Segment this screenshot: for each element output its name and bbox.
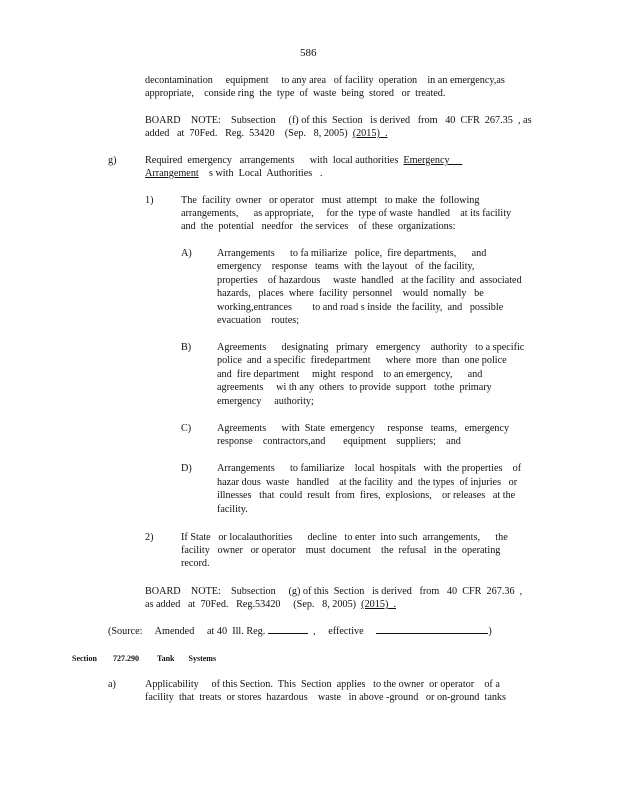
sub-b-label: B) <box>181 342 192 353</box>
sub-a-line-4: hazards, places where facility personnel would nomally be <box>217 288 484 299</box>
board-note-f-citation: added at 70Fed. Reg. 53420 (Sep. 8, 2005) <box>145 128 353 139</box>
sub-b-line-2: police and a specific firedepartment where more than one police <box>217 355 507 366</box>
sub-b-line-4: agreements wi th any others to provide support tothe primary <box>217 382 492 393</box>
sub-d-label: D) <box>181 463 192 474</box>
sub-b-line-1: Agreements designating primary emergency authority to a specific <box>217 342 525 353</box>
sub-c-label: C) <box>181 423 192 434</box>
source-effective-text: , effective <box>307 626 364 637</box>
subsection-g-added-heading: Emergency <box>403 155 463 166</box>
subsection-g-line-1 <box>145 154 462 167</box>
board-note-g-citation: as added at 70Fed. Reg.53420 (Sep. 8, 2005) <box>145 599 362 610</box>
subsection-a-label: a) <box>108 679 116 690</box>
board-note-f-amendment-year: (2015) <box>352 128 380 139</box>
subsection-g-text: Required emergency arrangements with local authorities <box>145 155 404 166</box>
source-note <box>108 624 492 638</box>
sub-a-line-1: Arrangements to fa miliarize police, fire departments, and <box>217 248 487 259</box>
board-note-g-period: . <box>388 599 396 610</box>
page-number: 586 <box>300 47 317 59</box>
subsection-g-added-heading-2: Arrangement <box>145 168 199 179</box>
subsection-g-line-2 <box>145 167 322 180</box>
register-volume-blank <box>268 624 308 634</box>
sub-d-line-4: facility. <box>217 504 248 515</box>
sub-a-line-3: properties of hazardous waste handled at the facility and associated <box>217 275 522 286</box>
sub-a-label: A) <box>181 248 192 259</box>
board-note-g-amendment-year: (2015) <box>361 599 389 610</box>
subsection-g-label: g) <box>108 155 117 166</box>
sub-d-line-1: Arrangements to familiarize local hospitals with the properties of <box>217 463 522 474</box>
sub-d-line-2: hazar dous waste handled at the facility and the types of injuries or <box>217 477 518 488</box>
item-1-line-3: and the potential needfor the services of these organizations: <box>181 221 456 232</box>
board-note-f-line-2 <box>145 127 388 140</box>
sub-b-line-3: and fire department might respond to an emergency, and <box>217 369 483 380</box>
intro-line-1: decontamination equipment to any area of facility operation in an emergency,as <box>145 75 505 86</box>
item-2-line-1: If State or localauthorities decline to enter into such arrangements, the <box>181 532 508 543</box>
sub-c-line-2: response contractors,and equipment suppliers; and <box>217 436 461 447</box>
item-1-label: 1) <box>145 195 154 206</box>
board-note-g-line-2 <box>145 598 396 611</box>
sub-b-line-5: emergency authority; <box>217 396 314 407</box>
effective-date-blank <box>376 624 488 634</box>
sub-a-line-5: working,entrances to and road s inside the facility, and possible <box>217 302 504 313</box>
intro-line-2: appropriate, conside ring the type of waste being stored or treated. <box>145 88 446 99</box>
source-close-paren: ) <box>488 626 492 637</box>
sub-a-line-6: evacuation routes; <box>217 315 300 326</box>
subsection-a-line-2: facility that treats or stores hazardous waste in above -ground or on-ground tanks <box>145 692 506 703</box>
board-note-f-line-1: BOARD NOTE: Subsection (f) of this Section is derived from 40 CFR 267.35 , as <box>145 115 532 126</box>
board-note-g-line-1: BOARD NOTE: Subsection (g) of this Section is derived from 40 CFR 267.36 , <box>145 586 523 597</box>
item-2-label: 2) <box>145 532 154 543</box>
board-note-f-period: . <box>379 128 388 139</box>
item-2-line-2: facility owner or operator must document the refusal in the operating <box>181 545 501 556</box>
subsection-g-heading-end: s with Local Authorities . <box>198 168 323 179</box>
sub-a-line-2: emergency response teams with the layout of the facility, <box>217 261 475 272</box>
section-number: 727.290 <box>113 654 139 663</box>
subsection-a-line-1: Applicability of this Section. This Section applies to the owner or operator of a <box>145 679 500 690</box>
item-1-line-1: The facility owner or operator must attempt to make the following <box>181 195 480 206</box>
section-label: Section <box>72 654 97 663</box>
sub-d-line-3: illnesses that could result from fires, explosions, or releases at the <box>217 490 516 501</box>
sub-c-line-1: Agreements with State emergency response teams, emergency <box>217 423 510 434</box>
section-title: Tank Systems <box>157 654 217 663</box>
item-2-line-3: record. <box>181 558 210 569</box>
source-amended-text: (Source: Amended at 40 Ill. Reg. <box>108 626 266 637</box>
item-1-line-2: arrangements, as appropriate, for the type of waste handled at its facility <box>181 208 512 219</box>
